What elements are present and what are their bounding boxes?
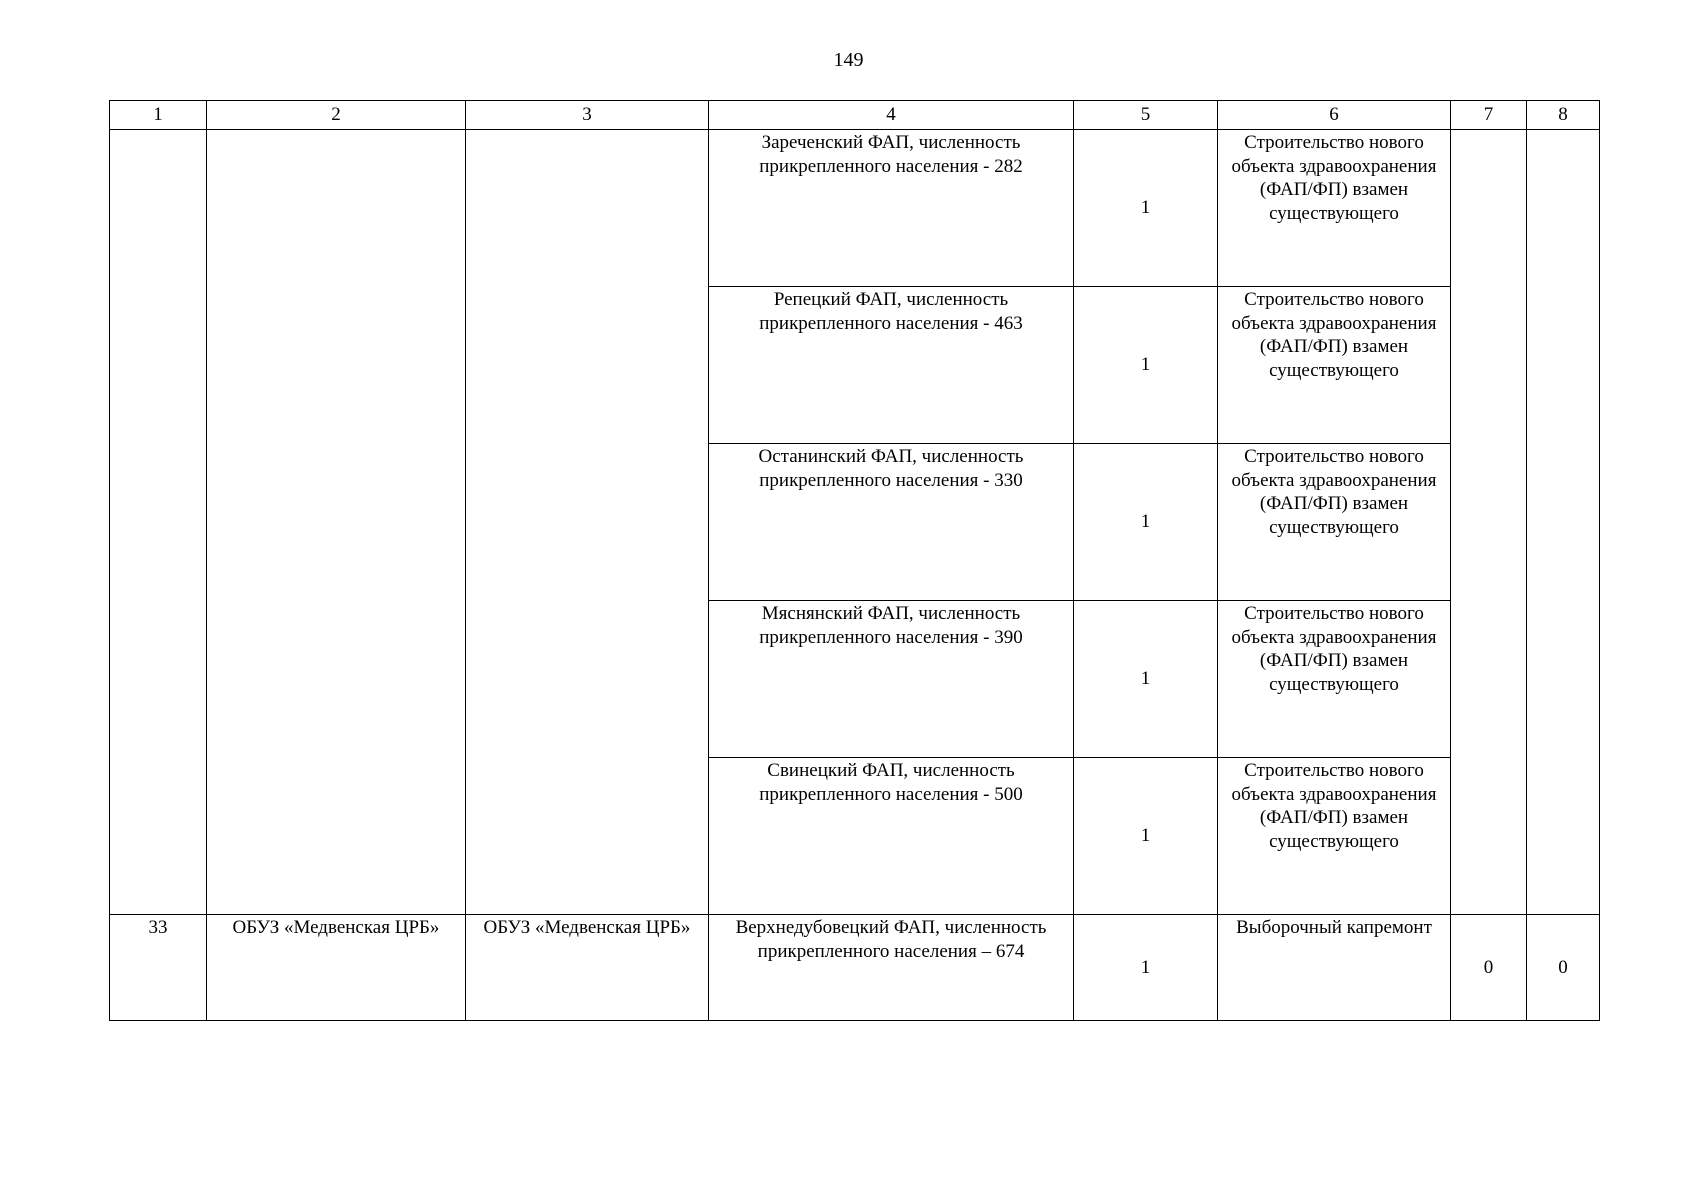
quantity-cell: 1 bbox=[1074, 915, 1218, 1021]
operator-cell: ОБУЗ «Медвенская ЦРБ» bbox=[466, 915, 709, 1021]
continued-cell-col3 bbox=[466, 130, 709, 915]
continued-cell-col8 bbox=[1527, 130, 1600, 915]
facility-cell: Останинский ФАП, численность прикрепленного населения - 330 bbox=[709, 444, 1074, 601]
column-number-5: 5 bbox=[1074, 101, 1218, 130]
column-number-1: 1 bbox=[110, 101, 207, 130]
facility-cell: Верхнедубовецкий ФАП, численность прикрепленного населения – 674 bbox=[709, 915, 1074, 1021]
facility-cell: Репецкий ФАП, численность прикрепленного населения - 463 bbox=[709, 287, 1074, 444]
column-number-7: 7 bbox=[1451, 101, 1527, 130]
continued-cell-col1 bbox=[110, 130, 207, 915]
page-number: 149 bbox=[833, 49, 864, 71]
work-type-cell: Строительство нового объекта здравоохранения (ФАП/ФП) взамен существующего bbox=[1218, 444, 1451, 601]
quantity-cell: 1 bbox=[1074, 287, 1218, 444]
quantity-cell: 1 bbox=[1074, 130, 1218, 287]
facility-cell: Зареченский ФАП, численность прикрепленного населения - 282 bbox=[709, 130, 1074, 287]
column-number-3: 3 bbox=[466, 101, 709, 130]
table-row-33 bbox=[110, 915, 1600, 1021]
column-number-6: 6 bbox=[1218, 101, 1451, 130]
column-number-header-row bbox=[110, 101, 1600, 130]
quantity-cell: 1 bbox=[1074, 444, 1218, 601]
work-type-cell: Выборочный капремонт bbox=[1218, 915, 1451, 1021]
work-type-cell: Строительство нового объекта здравоохранения (ФАП/ФП) взамен существующего bbox=[1218, 601, 1451, 758]
row-number-cell: 33 bbox=[110, 915, 207, 1021]
facility-cell: Свинецкий ФАП, численность прикрепленного населения - 500 bbox=[709, 758, 1074, 915]
col7-value-cell: 0 bbox=[1451, 915, 1527, 1021]
work-type-cell: Строительство нового объекта здравоохранения (ФАП/ФП) взамен существующего bbox=[1218, 758, 1451, 915]
column-number-2: 2 bbox=[207, 101, 466, 130]
continued-cell-col2 bbox=[207, 130, 466, 915]
work-type-cell: Строительство нового объекта здравоохранения (ФАП/ФП) взамен существующего bbox=[1218, 130, 1451, 287]
data-table bbox=[109, 100, 1600, 1021]
work-type-cell: Строительство нового объекта здравоохранения (ФАП/ФП) взамен существующего bbox=[1218, 287, 1451, 444]
table-row bbox=[110, 130, 1600, 287]
column-number-8: 8 bbox=[1527, 101, 1600, 130]
quantity-cell: 1 bbox=[1074, 601, 1218, 758]
quantity-cell: 1 bbox=[1074, 758, 1218, 915]
organization-cell: ОБУЗ «Медвенская ЦРБ» bbox=[207, 915, 466, 1021]
facility-cell: Мяснянский ФАП, численность прикрепленного населения - 390 bbox=[709, 601, 1074, 758]
column-number-4: 4 bbox=[709, 101, 1074, 130]
col8-value-cell: 0 bbox=[1527, 915, 1600, 1021]
continued-cell-col7 bbox=[1451, 130, 1527, 915]
